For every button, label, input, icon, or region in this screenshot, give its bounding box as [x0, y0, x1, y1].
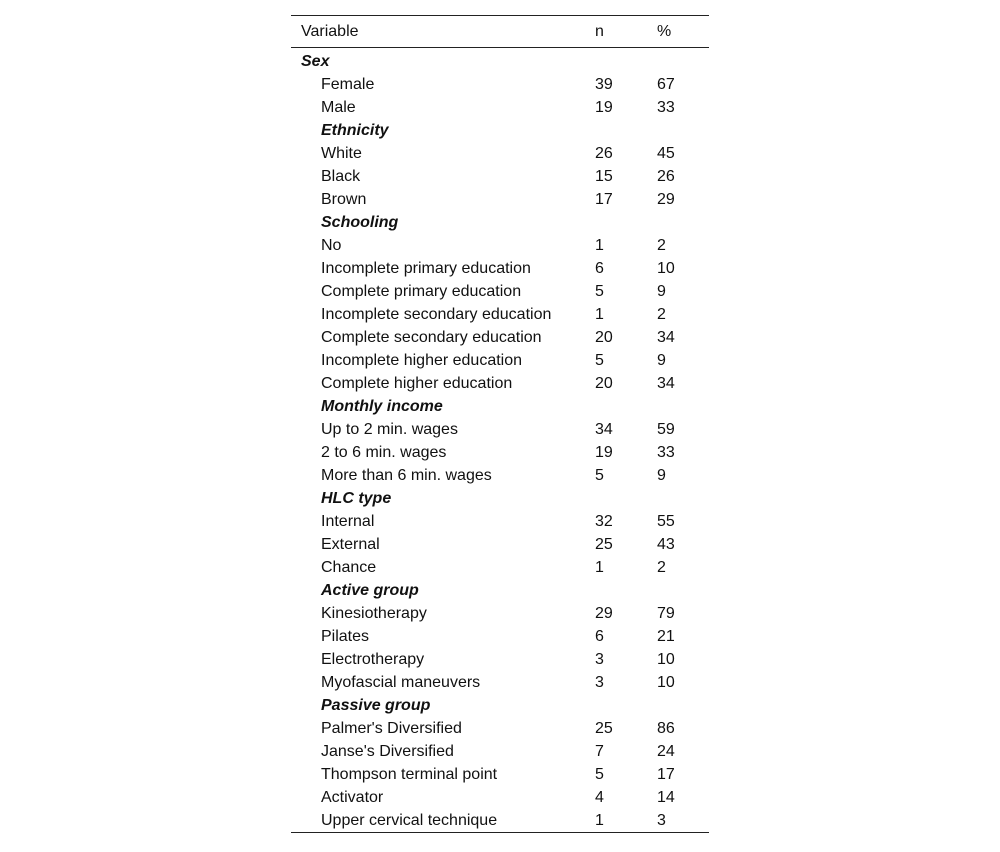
row-percent: 2	[657, 237, 666, 254]
table-row	[291, 510, 709, 533]
row-percent: 26	[657, 168, 675, 185]
section-row	[291, 579, 709, 602]
row-count: 26	[595, 145, 613, 162]
row-percent: 43	[657, 536, 675, 553]
table-row	[291, 372, 709, 395]
row-label: Incomplete primary education	[321, 260, 531, 277]
row-percent: 10	[657, 674, 675, 691]
row-count: 25	[595, 536, 613, 553]
row-label: Chance	[321, 559, 377, 576]
table-row	[291, 234, 709, 257]
row-count: 3	[595, 651, 604, 668]
row-count: 1	[595, 559, 604, 576]
row-label: Female	[321, 76, 375, 93]
row-count: 19	[595, 444, 613, 461]
row-count: 34	[595, 421, 613, 438]
row-percent: 79	[657, 605, 675, 622]
header-variable: Variable	[301, 23, 359, 40]
section-row	[291, 48, 709, 74]
row-label: Black	[321, 168, 361, 185]
table-row	[291, 786, 709, 809]
table-row	[291, 96, 709, 119]
section-heading: Passive group	[321, 697, 431, 714]
table-row	[291, 533, 709, 556]
row-percent: 34	[657, 375, 675, 392]
row-count: 17	[595, 191, 613, 208]
row-percent: 9	[657, 352, 666, 369]
table-row	[291, 303, 709, 326]
row-percent: 59	[657, 421, 675, 438]
row-label: Pilates	[321, 628, 370, 645]
header-n: n	[595, 23, 604, 40]
header-row	[291, 16, 709, 48]
row-percent: 86	[657, 720, 675, 737]
row-label: Incomplete secondary education	[321, 306, 552, 323]
section-heading: Sex	[301, 53, 330, 70]
row-percent: 29	[657, 191, 675, 208]
row-count: 29	[595, 605, 613, 622]
row-percent: 34	[657, 329, 675, 346]
row-percent: 2	[657, 559, 666, 576]
row-label: Kinesiotherapy	[321, 605, 427, 622]
row-count: 20	[595, 375, 613, 392]
section-heading: Ethnicity	[321, 122, 389, 139]
row-percent: 9	[657, 467, 666, 484]
row-count: 15	[595, 168, 613, 185]
row-percent: 45	[657, 145, 675, 162]
row-percent: 17	[657, 766, 675, 783]
row-count: 1	[595, 306, 604, 323]
section-heading: Schooling	[321, 214, 399, 231]
table-row	[291, 625, 709, 648]
table-row	[291, 165, 709, 188]
row-label: Complete primary education	[321, 283, 522, 300]
row-label: Complete higher education	[321, 375, 513, 392]
row-count: 39	[595, 76, 613, 93]
row-label: External	[321, 536, 380, 553]
row-label: Upper cervical technique	[321, 812, 498, 829]
row-percent: 10	[657, 651, 675, 668]
row-label: Brown	[321, 191, 367, 208]
row-label: Electrotherapy	[321, 651, 425, 668]
table-row	[291, 464, 709, 487]
table-row	[291, 763, 709, 786]
row-count: 25	[595, 720, 613, 737]
table-row	[291, 418, 709, 441]
table-body	[291, 48, 709, 833]
table-row	[291, 142, 709, 165]
row-percent: 33	[657, 444, 675, 461]
row-label: Palmer's Diversified	[321, 720, 462, 737]
row-count: 5	[595, 283, 604, 300]
row-label: No	[321, 237, 342, 254]
table-row	[291, 717, 709, 740]
row-percent: 24	[657, 743, 675, 760]
row-count: 19	[595, 99, 613, 116]
table-row	[291, 257, 709, 280]
table-row	[291, 73, 709, 96]
demographics-table	[291, 15, 709, 833]
row-percent: 21	[657, 628, 675, 645]
row-percent: 14	[657, 789, 675, 806]
table-row	[291, 671, 709, 694]
table-row	[291, 188, 709, 211]
row-percent: 2	[657, 306, 666, 323]
section-row	[291, 395, 709, 418]
row-percent: 3	[657, 812, 666, 829]
header-percent: %	[657, 23, 672, 40]
row-label: More than 6 min. wages	[321, 467, 492, 484]
row-count: 5	[595, 467, 604, 484]
row-percent: 67	[657, 76, 675, 93]
row-percent: 33	[657, 99, 675, 116]
row-label: 2 to 6 min. wages	[321, 444, 447, 461]
row-percent: 9	[657, 283, 666, 300]
section-row	[291, 694, 709, 717]
row-label: White	[321, 145, 362, 162]
row-count: 6	[595, 628, 604, 645]
row-label: Janse's Diversified	[321, 743, 454, 760]
table-row	[291, 349, 709, 372]
row-label: Internal	[321, 513, 375, 530]
section-heading: Active group	[321, 582, 419, 599]
row-count: 5	[595, 766, 604, 783]
row-label: Myofascial maneuvers	[321, 674, 481, 691]
row-count: 7	[595, 743, 604, 760]
row-label: Activator	[321, 789, 384, 806]
row-label: Incomplete higher education	[321, 352, 523, 369]
section-heading: Monthly income	[321, 398, 443, 415]
row-label: Up to 2 min. wages	[321, 421, 458, 438]
table-row	[291, 280, 709, 303]
table-row	[291, 648, 709, 671]
row-count: 32	[595, 513, 613, 530]
row-label: Male	[321, 99, 356, 116]
section-row	[291, 119, 709, 142]
table-row	[291, 556, 709, 579]
table-row	[291, 809, 709, 833]
row-count: 1	[595, 237, 604, 254]
section-row	[291, 487, 709, 510]
row-count: 1	[595, 812, 604, 829]
section-heading: HLC type	[321, 490, 392, 507]
row-count: 6	[595, 260, 604, 277]
row-count: 3	[595, 674, 604, 691]
row-percent: 10	[657, 260, 675, 277]
row-count: 4	[595, 789, 604, 806]
table-row	[291, 326, 709, 349]
row-label: Complete secondary education	[321, 329, 542, 346]
table-row	[291, 740, 709, 763]
section-row	[291, 211, 709, 234]
row-count: 20	[595, 329, 613, 346]
row-percent: 55	[657, 513, 675, 530]
row-label: Thompson terminal point	[321, 766, 498, 783]
row-count: 5	[595, 352, 604, 369]
table-header	[291, 16, 709, 48]
demographics-table-container	[291, 15, 709, 833]
table-row	[291, 602, 709, 625]
table-row	[291, 441, 709, 464]
